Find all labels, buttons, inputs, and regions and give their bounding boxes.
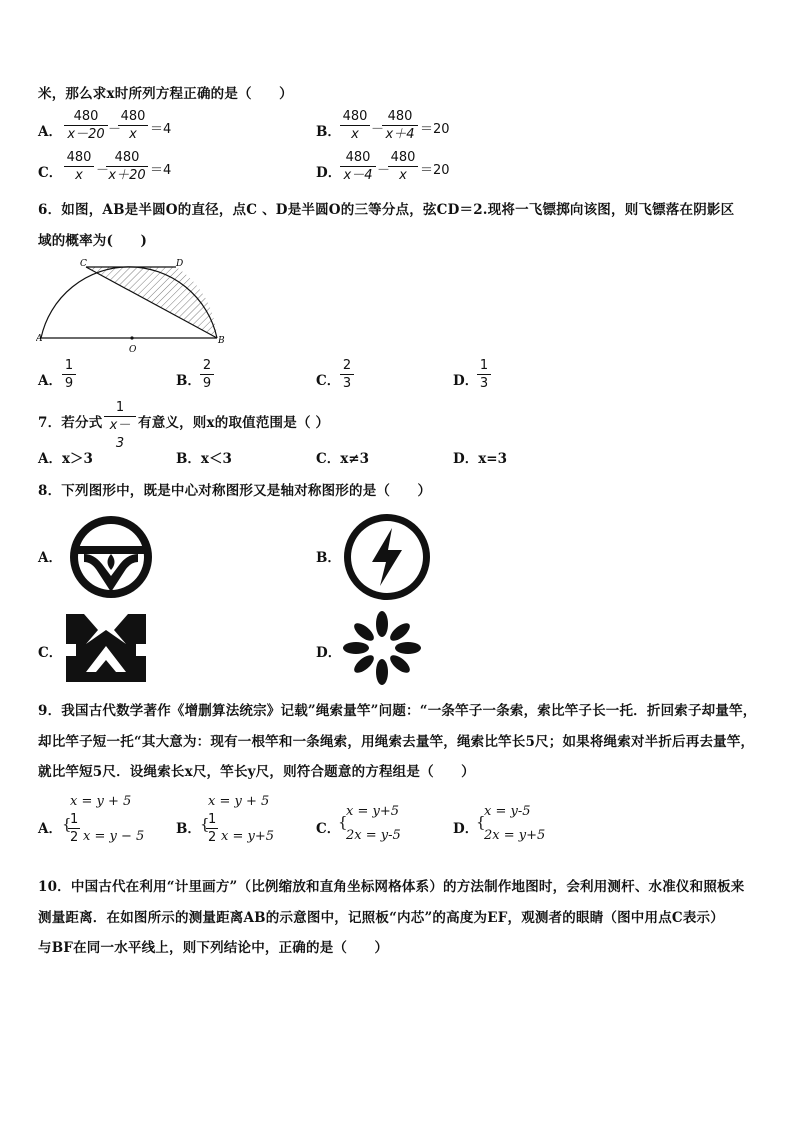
q5-c-rhs: ＝4 (150, 163, 172, 178)
q9-c-eq2: 2x = y-5 (346, 828, 401, 843)
q9-a-brace: { (62, 815, 72, 833)
q9-option-c-label: C． (316, 821, 341, 837)
q6-stem-line1: 6．如图，AB是半圆O的直径，点C 、D是半圆O的三等分点，弦CD＝2.现将一飞镖掷向该图，则飞镖落在阴影区 (38, 202, 735, 218)
q9-stem-line1: 9．我国古代数学著作《增删算法统宗》记载”绳索量竿”问题：“一条竿子一条索，索比竿子长一托．折回索子却量竿， (38, 703, 757, 719)
q7-option-a: A．x＞3 (38, 451, 93, 467)
q7-option-b: B．x＜3 (176, 451, 232, 467)
q9-d-eq2: 2x = y+5 (484, 828, 546, 843)
q5-option-a-label: A． (38, 124, 62, 140)
q9-a-eq1: x = y + 5 (70, 794, 132, 809)
q8-option-b-lightning-icon (340, 510, 434, 604)
q5-b-minus: － (371, 122, 385, 137)
q5-a-minus: － (108, 122, 122, 137)
q8-option-d-flower-icon (340, 610, 424, 686)
q5-option-b-label: B． (316, 124, 341, 140)
q6-option-a-frac: $\frac{1}{9}$ (62, 357, 76, 393)
q5-option-d-label: D． (316, 165, 342, 181)
q6-semicircle-figure (36, 255, 232, 357)
q9-b-eq2-frac: $\frac{1}{2}$ (208, 812, 217, 845)
q5-c-frac2: $\frac{480}{x+20}$ (106, 149, 148, 185)
q9-stem-line3: 就比竿短5尺．设绳索长x尺，竿长y尺，则符合题意的方程组是（ ） (38, 764, 475, 780)
q8-option-c-pattern-icon (64, 610, 148, 684)
q9-option-b-label: B． (176, 821, 201, 837)
q9-b-eq2-rest: x = y+5 (221, 829, 274, 844)
q6-option-d-frac: $\frac{1}{3}$ (477, 357, 491, 393)
q5-a-frac1: $\frac{480}{x-20}$ (64, 108, 108, 144)
q9-b-eq1: x = y + 5 (208, 794, 270, 809)
q6-option-b-frac: $\frac{2}{9}$ (200, 357, 214, 393)
q5-c-minus: － (96, 163, 110, 178)
q6-option-a-label: A． (38, 373, 62, 389)
q5-d-minus: － (377, 163, 391, 178)
q5-b-frac1: $\frac{480}{x}$ (340, 108, 370, 144)
q5-b-rhs: ＝20 (420, 122, 450, 137)
q6-label-o: O (129, 345, 137, 355)
q9-option-d-label: D． (453, 821, 479, 837)
q9-stem-line2: 却比竿子短一托“其大意为：现有一根竿和一条绳索，用绳索去量竿，绳索比竿长5尺；如果将绳索对半折后再去量竿， (38, 734, 755, 750)
q5-d-frac2: $\frac{480}{x}$ (388, 149, 418, 185)
q8-stem: 8．下列图形中，既是中心对称图形又是轴对称图形的是（ ） (38, 483, 432, 499)
q9-a-eq2-frac: $\frac{1}{2}$ (70, 812, 79, 845)
q7-option-d: D．x=3 (453, 451, 507, 467)
q9-c-brace: { (338, 813, 348, 831)
q5-d-rhs: ＝20 (420, 163, 450, 178)
q7-stem-post: 有意义，则x的取值范围是（ ） (138, 415, 330, 431)
q6-label-b: B (218, 336, 225, 346)
q9-a-eq2-rest: x = y − 5 (83, 829, 145, 844)
q5-option-c-label: C． (38, 165, 63, 181)
q8-option-a-label: A． (38, 550, 62, 566)
q8-option-c-label: C． (38, 645, 63, 661)
q10-stem-line2: 测量距离．在如图所示的测量距离AB的示意图中，记照板“内芯”的高度为EF，观测者的眼睛（图中用点C表示） (38, 910, 724, 926)
q5-c-frac1: $\frac{480}{x}$ (64, 149, 94, 185)
q9-d-eq1: x = y-5 (484, 804, 531, 819)
q8-option-d-label: D． (316, 645, 342, 661)
q8-option-a-symbol-icon (64, 510, 158, 604)
q6-label-a: A (36, 334, 43, 344)
q5-b-frac2: $\frac{480}{x+4}$ (382, 108, 418, 144)
q10-stem-line3: 与BF在同一水平线上，则下列结论中，正确的是（ ） (38, 940, 389, 956)
q6-option-c-frac: $\frac{2}{3}$ (340, 357, 354, 393)
q6-option-d-label: D． (453, 373, 479, 389)
q7-fraction: $\frac{1}{x-3}$ (104, 399, 136, 453)
q9-b-brace: { (200, 815, 210, 833)
q8-option-b-label: B． (316, 550, 341, 566)
q5-stem: 米，那么求x时所列方程正确的是（ ） (38, 86, 293, 102)
q9-d-brace: { (476, 813, 486, 831)
q5-d-frac1: $\frac{480}{x-4}$ (340, 149, 376, 185)
q6-option-c-label: C． (316, 373, 341, 389)
q6-label-d: D (176, 259, 184, 269)
q5-a-frac2: $\frac{480}{x}$ (118, 108, 148, 144)
q9-option-a-label: A． (38, 821, 62, 837)
q9-c-eq1: x = y+5 (346, 804, 399, 819)
q10-stem-line1: 10．中国古代在利用“计里画方”（比例缩放和直角坐标网格体系）的方法制作地图时，会利用测杆、水准仪和照板来 (38, 879, 745, 895)
q6-center-point (130, 336, 133, 339)
q6-label-c: C (80, 259, 87, 269)
q7-option-c: C．x≠3 (316, 451, 369, 467)
q6-stem-line2: 域的概率为( ) (38, 233, 148, 249)
q5-a-rhs: ＝4 (150, 122, 172, 137)
q7-stem-pre: 7．若分式 (38, 415, 103, 431)
q6-option-b-label: B． (176, 373, 201, 389)
